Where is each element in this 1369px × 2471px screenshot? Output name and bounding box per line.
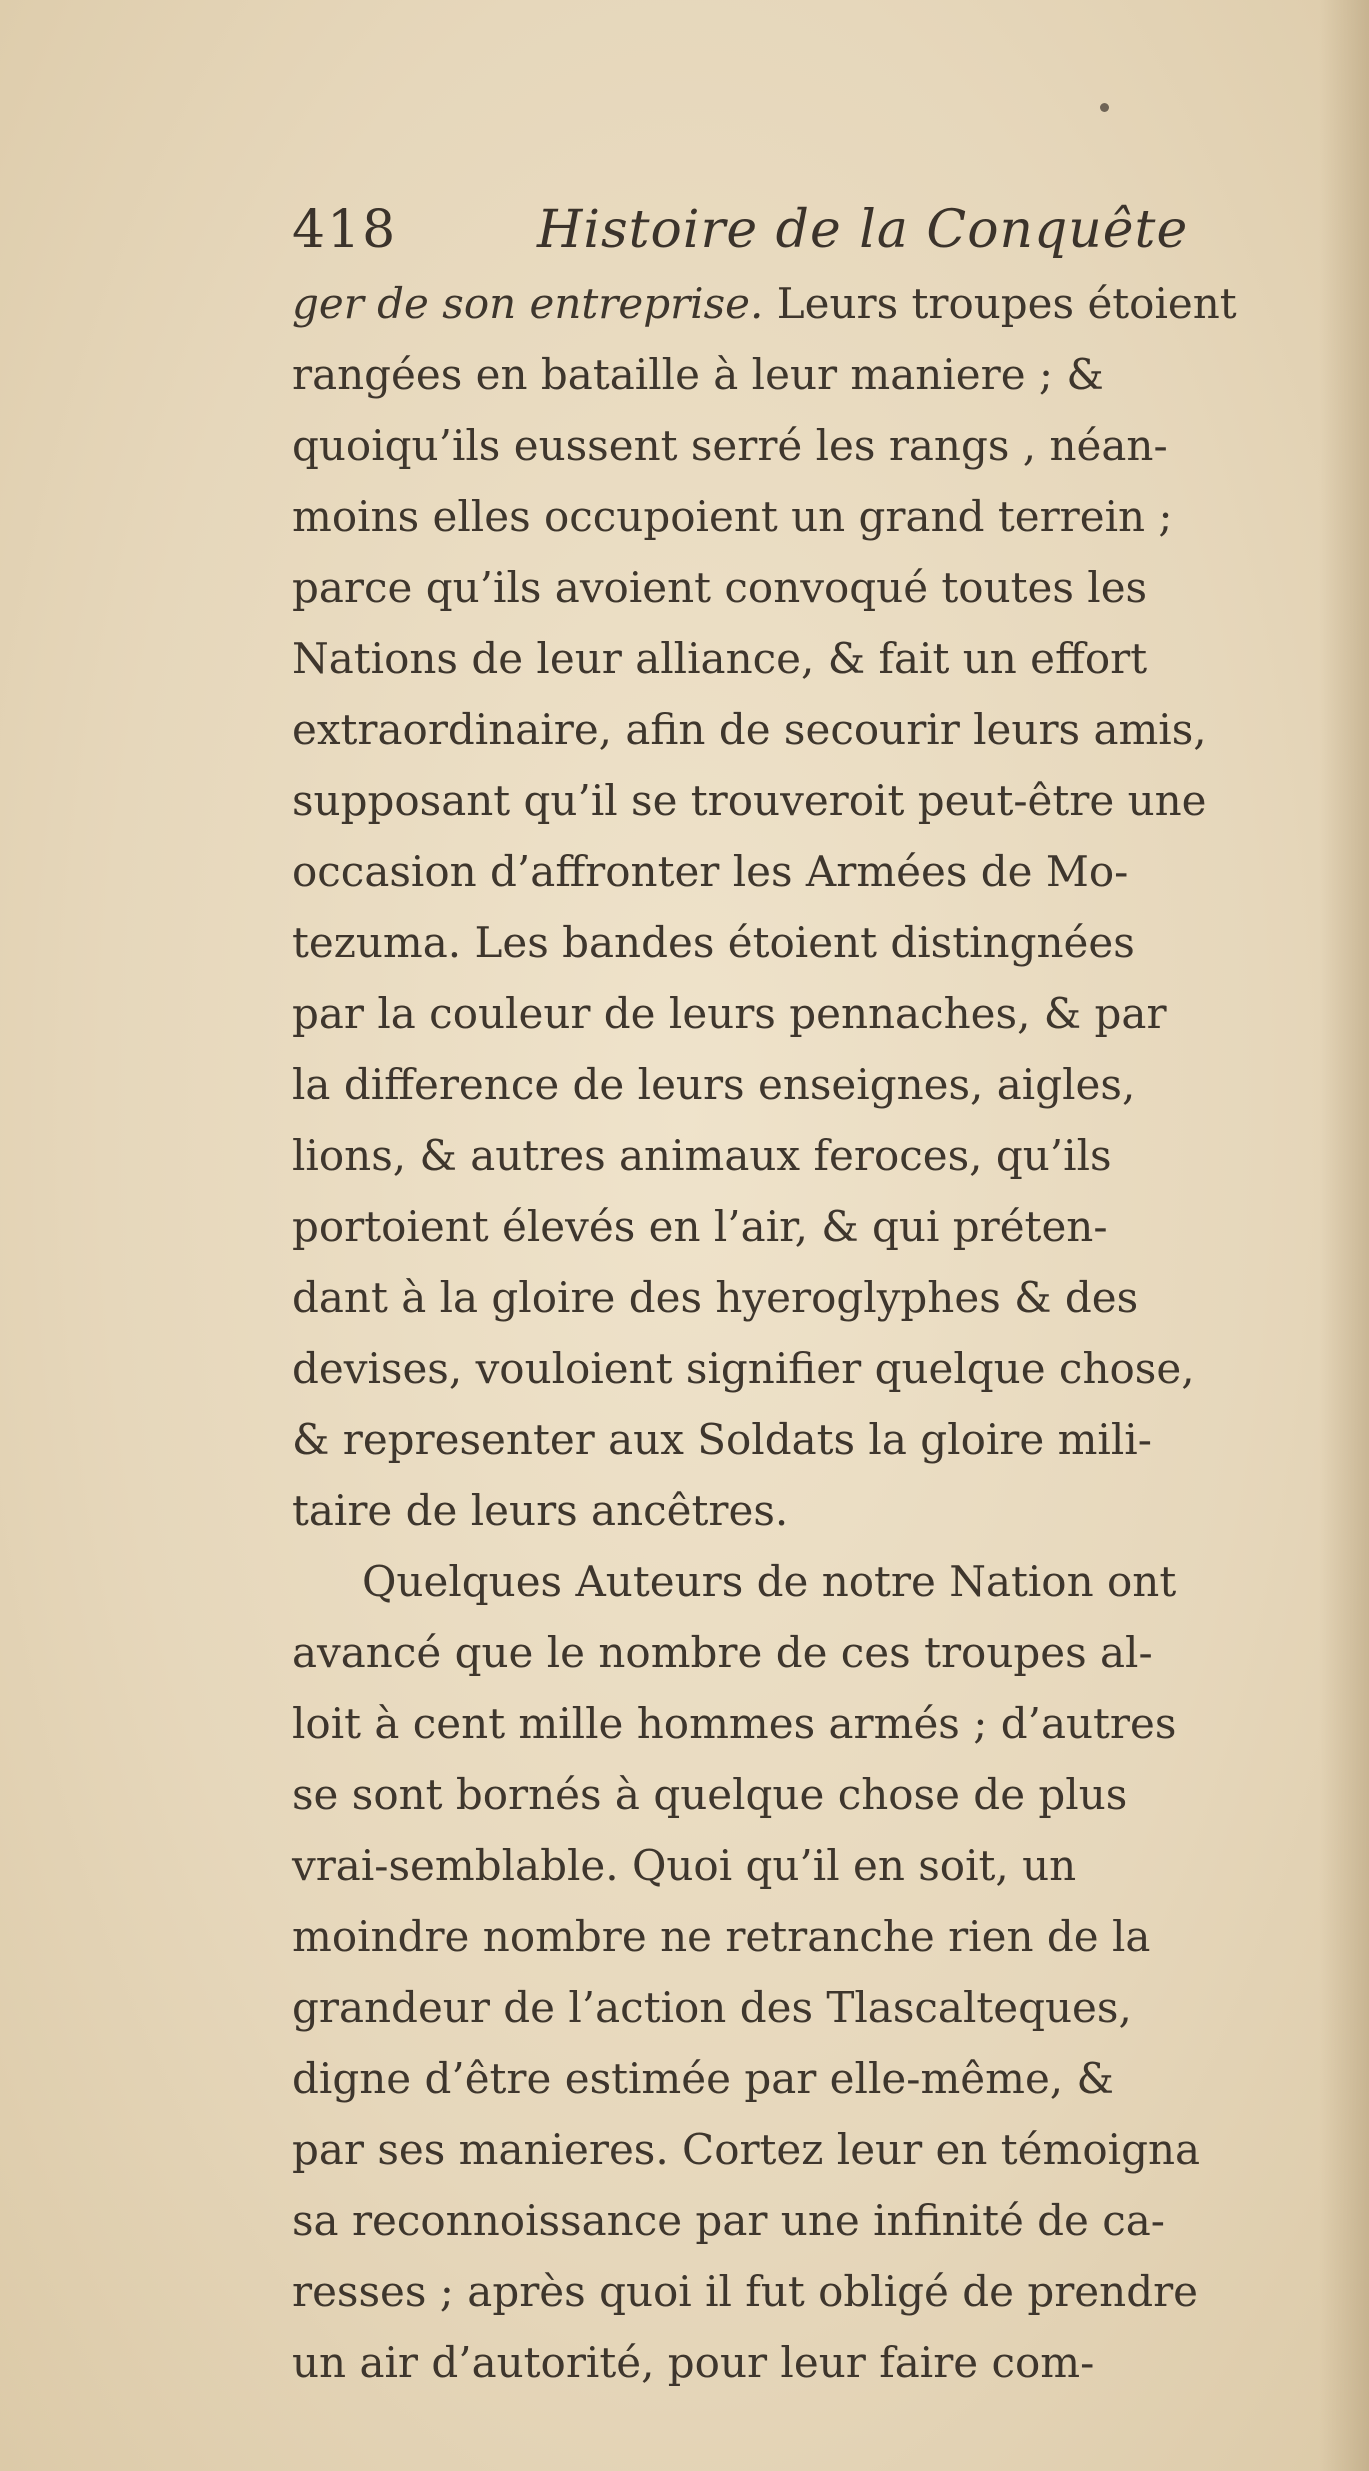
text-line: supposant qu’il se trouveroit peut-être une — [292, 776, 1207, 825]
text-line: & representer aux Soldats la gloire mili- — [292, 1415, 1152, 1464]
text-line: taire de leurs ancêtres. — [292, 1486, 789, 1535]
text-line: moins elles occupoient un grand terrein ; — [292, 492, 1173, 541]
text-line: lions, & autres animaux feroces, qu’ils — [292, 1131, 1112, 1180]
text-line: se sont bornés à quelque chose de plus — [292, 1770, 1128, 1819]
text-line: un air d’autorité, pour leur faire com- — [292, 2338, 1095, 2387]
text-line: moindre nombre ne retranche rien de la — [292, 1912, 1151, 1961]
text-span: Leurs troupes étoient — [763, 279, 1237, 328]
text-line: quoiqu’ils eussent serré les rangs , néan- — [292, 421, 1168, 470]
text-line: extraordinaire, afin de secourir leurs amis, — [292, 705, 1207, 754]
page-number: 418 — [292, 200, 398, 260]
text-line: tezuma. Les bandes étoient distingnées — [292, 918, 1135, 967]
text-line: parce qu’ils avoient convoqué toutes les — [292, 563, 1148, 612]
text-line: dant à la gloire des hyeroglyphes & des — [292, 1273, 1139, 1322]
text-line: Nations de leur alliance, & fait un effort — [292, 634, 1148, 683]
body-text — [292, 268, 1352, 2398]
text-line: vrai-semblable. Quoi qu’il en soit, un — [292, 1841, 1077, 1890]
italic-text: ger de son entreprise. — [292, 279, 764, 328]
text-line: loit à cent mille hommes armés ; d’autres — [292, 1699, 1177, 1748]
text-line: devises, vouloient signifier quelque chose, — [292, 1344, 1195, 1393]
text-line: avancé que le nombre de ces troupes al- — [292, 1628, 1153, 1677]
text-line: occasion d’affronter les Armées de Mo- — [292, 847, 1129, 896]
running-title: Histoire de la Conquête — [537, 200, 1189, 260]
text-line: par ses manieres. Cortez leur en témoigna — [292, 2125, 1201, 2174]
text-line: rangées en bataille à leur maniere ; & — [292, 350, 1104, 399]
text-line: grandeur de l’action des Tlascalteques, — [292, 1983, 1132, 2032]
text-line: par la couleur de leurs pennaches, & par — [292, 989, 1167, 1038]
text-line: digne d’être estimée par elle-même, & — [292, 2054, 1114, 2103]
text-line — [292, 268, 1352, 339]
text-line: portoient élevés en l’air, & qui préten- — [292, 1202, 1108, 1251]
paragraph-start-line: Quelques Auteurs de notre Nation ont — [362, 1557, 1177, 1606]
text-line: la difference de leurs enseignes, aigles, — [292, 1060, 1136, 1109]
text-line: sa reconnoissance par une infinité de ca- — [292, 2196, 1165, 2245]
ink-spot — [1100, 103, 1109, 112]
text-line: resses ; après quoi il fut obligé de prendre — [292, 2267, 1199, 2316]
